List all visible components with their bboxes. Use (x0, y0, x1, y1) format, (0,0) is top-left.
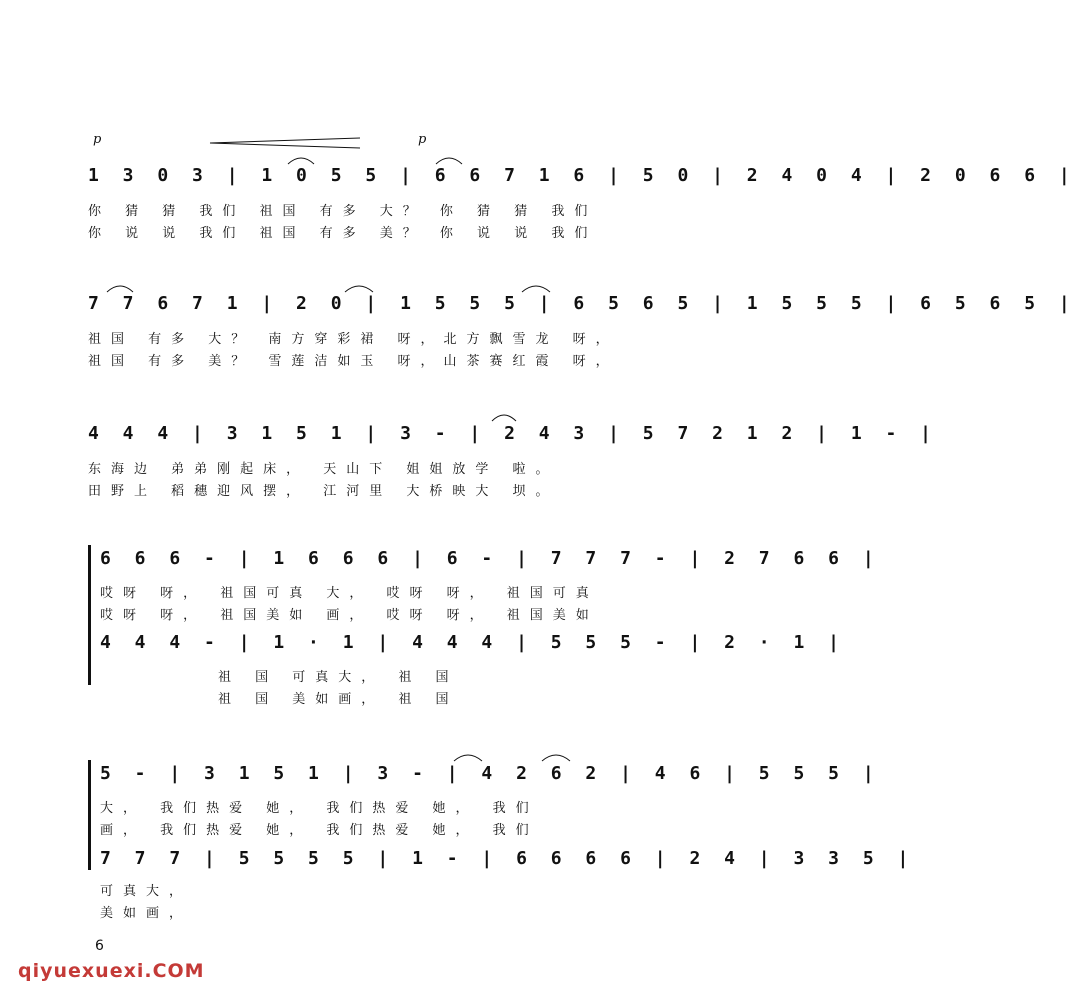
lyric-line-3a: 东海边 弟弟刚起床， 天山下 姐姐放学 啦。 (88, 462, 559, 477)
lyric-line-1b: 你 说 说 我们 祖国 有多 美？ 你 说 说 我们 (88, 226, 598, 241)
lyric-line-1a: 你 猜 猜 我们 祖国 有多 大？ 你 猜 猜 我们 (88, 204, 598, 219)
lyric-line-5a: 大， 我们热爱 她， 我们热爱 她， 我们 (100, 801, 539, 816)
lyric-line-5c: 可真大， (100, 884, 193, 899)
slur (490, 411, 518, 423)
system-bracket (88, 545, 97, 685)
lyric-line-4c: 祖 国 可真大， 祖 国 (218, 670, 459, 685)
slur (434, 154, 464, 166)
crescendo-hairpin (210, 137, 365, 149)
lyric-line-5b: 画， 我们热爱 她， 我们热爱 她， 我们 (100, 823, 539, 838)
notation-line-4-upper: 6 6 6 - | 1 6 6 6 | 6 - | 7 7 7 - | 2 7 6 6 | (100, 548, 881, 569)
slur (286, 154, 316, 166)
dynamic-mark-p: p (418, 132, 427, 147)
lyric-line-3b: 田野上 稻穗迎风摆， 江河里 大桥映大 坝。 (88, 484, 559, 499)
notation-line-5-upper: 5 - | 3 1 5 1 | 3 - | 4 2 6 2 | 4 6 | 5 5 5 | (100, 763, 881, 784)
notation-line-4-lower: 4 4 4 - | 1 · 1 | 4 4 4 | 5 5 5 - | 2 · 1 | (100, 632, 846, 653)
dynamic-mark-p: p (93, 132, 102, 147)
notation-line-2: 7 7 6 7 1 | 2 0 | 1 5 5 5 | 6 5 6 5 | 1 5 5 5 | 6 5 6 5 | (88, 293, 1076, 314)
lyric-line-2a: 祖国 有多 大？ 南方穿彩裙 呀，北方飘雪龙 呀， (88, 332, 619, 347)
lyric-line-2b: 祖国 有多 美？ 雪莲洁如玉 呀，山茶赛红霞 呀， (88, 354, 619, 369)
notation-line-5-lower: 7 7 7 | 5 5 5 5 | 1 - | 6 6 6 6 | 2 4 | 3 3 5 | (100, 848, 915, 869)
lyric-line-5d: 美如画， (100, 906, 193, 921)
slur (105, 282, 135, 294)
slur (520, 282, 552, 294)
lyric-line-4a: 哎呀 呀， 祖国可真 大， 哎呀 呀， 祖国可真 (100, 586, 599, 601)
site-watermark: qiyuexuexi.COM (18, 960, 205, 982)
lyric-line-4b: 哎呀 呀， 祖国美如 画， 哎呀 呀， 祖国美如 (100, 608, 599, 623)
notation-line-3: 4 4 4 | 3 1 5 1 | 3 - | 2 4 3 | 5 7 2 1 2 | 1 - | (88, 423, 938, 444)
lyric-line-4d: 祖 国 美如画， 祖 国 (218, 692, 459, 707)
notation-line-1: 1 3 0 3 | 1 0 5 5 | 6 6 7 1 6 | 5 0 | 2 4 0 4 | 2 0 6 6 | (88, 165, 1076, 186)
slur (452, 751, 484, 763)
slur (540, 751, 572, 763)
page-number: 6 (95, 938, 104, 954)
system-bracket (88, 760, 97, 870)
slur (343, 282, 375, 294)
